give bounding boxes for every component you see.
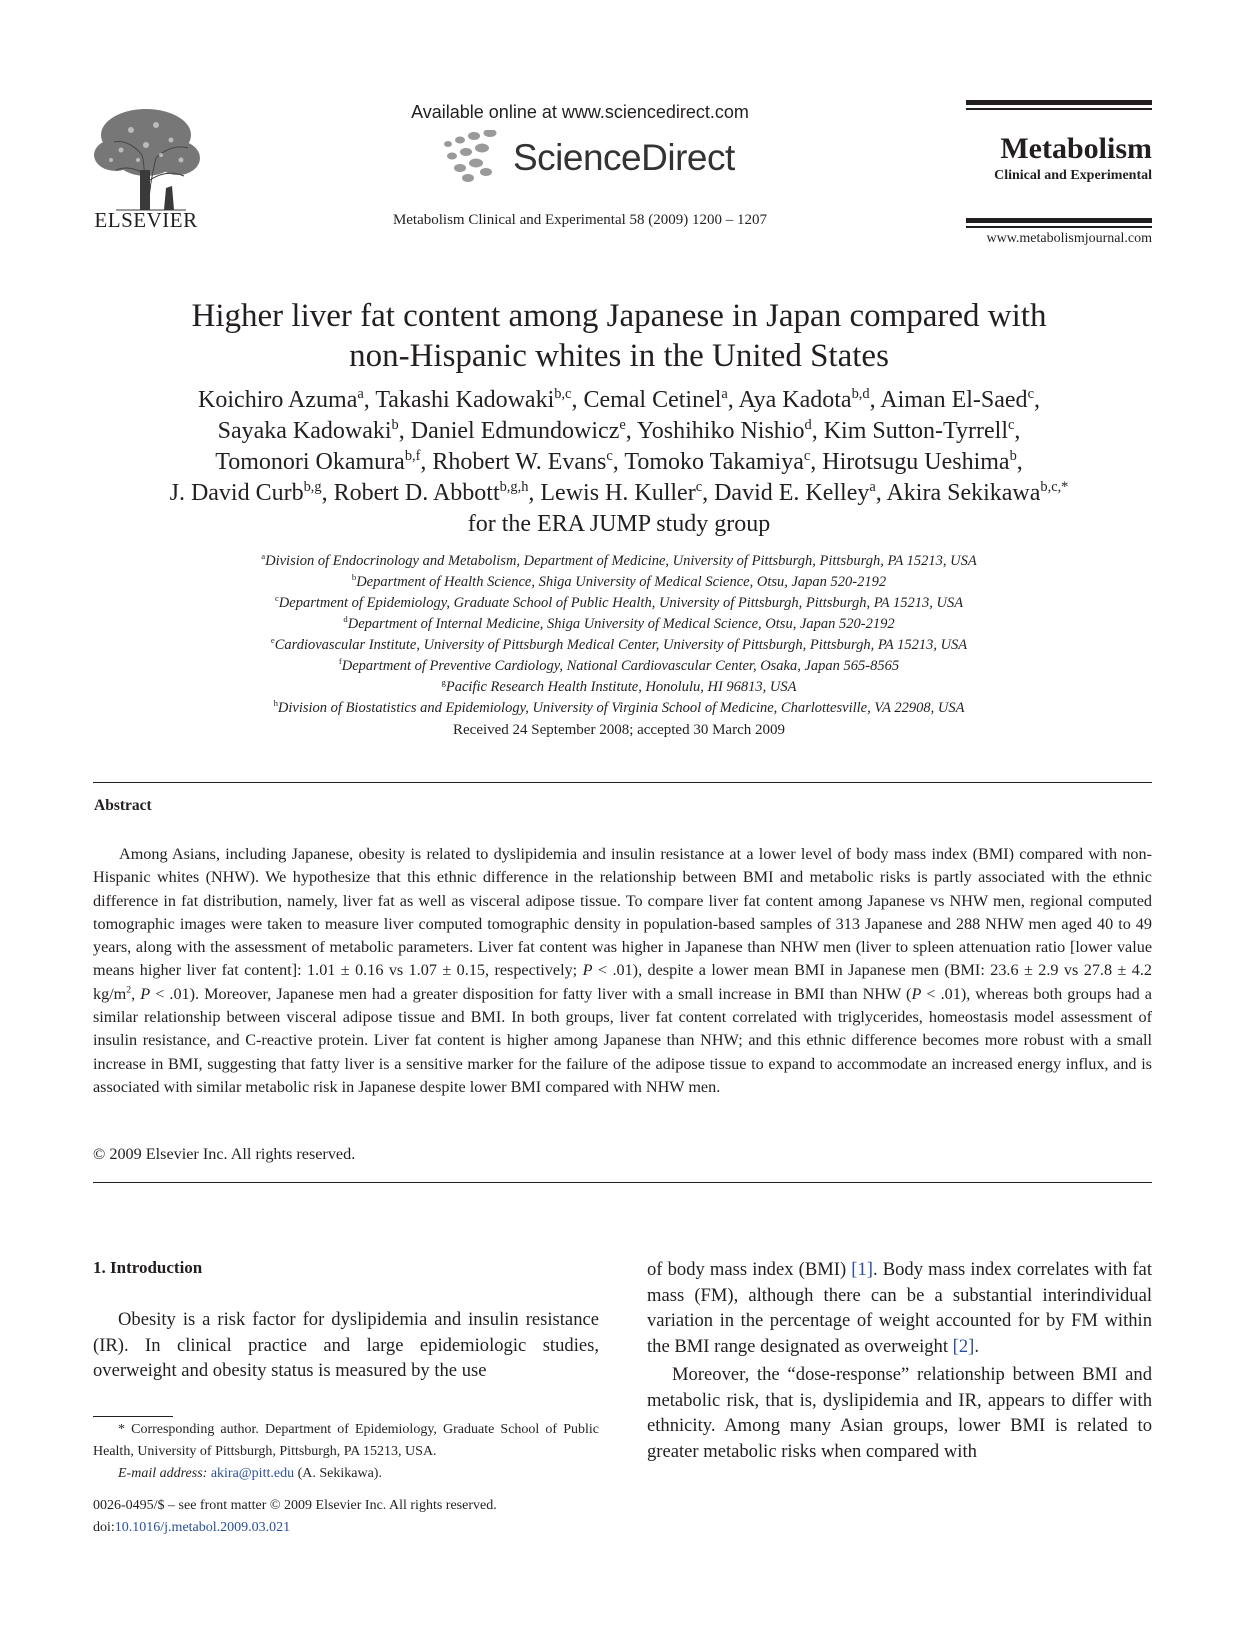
author-line: Tomonori Okamura$^{b,f}$, Rhobert W. Evans$^c$, Tomoko Takamiya$^c$, Hirotsugu Ueshima$^b$, — [215, 448, 1023, 475]
affiliation-key: f — [338, 656, 342, 667]
journal-reference: Metabolism Clinical and Experimental 58 (2009) 1200 – 1207 — [392, 212, 768, 228]
author-lines — [80, 385, 1158, 509]
author-affiliation-marker: c — [1027, 386, 1034, 402]
author-name[interactable]: Koichiro Azuma — [198, 387, 358, 413]
affiliation-item — [80, 677, 1158, 698]
author-affiliation-marker: b,c,* — [1040, 479, 1069, 495]
affiliation-text: Department of Health Science, Shiga University of Medical Science, Otsu, Japan 520-2192 — [356, 574, 887, 590]
affiliation-text: Department of Internal Medicine, Shiga University of Medical Science, Otsu, Japan 520-2192 — [347, 616, 895, 632]
author-name[interactable]: Robert D. Abbott — [333, 480, 500, 506]
author-affiliation-marker: b,f — [404, 448, 421, 464]
author-name[interactable]: Akira Sekikawa — [886, 480, 1041, 506]
journal-url-link[interactable]: www.metabolismjournal.com — [986, 231, 1152, 246]
affiliation-key: d — [343, 614, 348, 625]
journal-bottom-bar — [966, 218, 1152, 223]
author-name[interactable]: Aya Kadota — [738, 387, 852, 413]
abstract-heading: Abstract — [94, 797, 152, 814]
email-link[interactable]: akira@pitt.edu — [210, 1466, 295, 1481]
study-group: for the ERA JUMP study group — [467, 511, 771, 537]
sciencedirect-wordmark: ScienceDirect — [513, 137, 735, 178]
affiliation-key: b — [351, 572, 357, 583]
author-affiliation-marker: c — [803, 448, 811, 464]
introduction-right-column — [647, 1257, 1152, 1464]
author-affiliation-marker: b — [1009, 448, 1017, 464]
affiliation-item — [80, 614, 1158, 635]
received-dates: Received 24 September 2008; accepted 30 March 2009 — [453, 722, 785, 738]
footnote-rule — [93, 1416, 173, 1417]
doi-line: doi:10.1016/j.metabol.2009.03.021 — [93, 1520, 291, 1535]
affiliation-item — [80, 551, 1158, 572]
author-affiliation-marker: c — [695, 479, 703, 495]
affiliation-item — [80, 635, 1158, 656]
author-list — [80, 385, 1158, 540]
author-name[interactable]: Hirotsugu Ueshima — [822, 449, 1010, 475]
affiliation-list — [80, 551, 1158, 719]
journal-top-bar-thin — [966, 108, 1152, 110]
introduction-paragraph-continued: of body mass index (BMI) [1]. Body mass index correlates with fat mass (FM), although there can be a substantial interindividual variation in the percentage of weight accounted for by FM within the BMI range designated as overweight [2]. — [647, 1259, 1152, 1357]
author-line: Sayaka Kadowaki$^b$, Daniel Edmundowicz$^e$, Yoshihiko Nishio$^d$, Kim Sutton-Tyrrell$^c$, — [217, 417, 1021, 444]
front-matter-notice: 0026-0495/$ – see front matter © 2009 Elsevier Inc. All rights reserved. — [93, 1498, 497, 1513]
author-affiliation-marker: a — [357, 386, 364, 402]
affiliation-text: Pacific Research Health Institute, Honolulu, HI 96813, USA — [445, 679, 797, 695]
author-affiliation-marker: e — [619, 417, 626, 433]
author-name[interactable]: Cemal Cetinel — [583, 387, 722, 413]
author-name[interactable]: David E. Kelley — [714, 480, 870, 506]
affiliation-text: Department of Epidemiology, Graduate School of Public Health, University of Pittsburgh, Pittsburgh, PA 15213, USA — [278, 595, 964, 611]
publisher-name: ELSEVIER — [94, 208, 198, 232]
author-line: Koichiro Azuma$^a$, Takashi Kadowaki$^{b,c}$, Cemal Cetinel$^a$, Aya Kadota$^{b,d}$, Aiman El-Saed$^c$, — [198, 386, 1040, 413]
affiliation-text: Division of Endocrinology and Metabolism, Department of Medicine, University of Pittsburgh, Pittsburgh, PA 15213, USA — [265, 553, 977, 569]
abstract-text: Among Asians, including Japanese, obesity is related to dyslipidemia and insulin resistance at a lower level of body mass index (BMI) compared with non-Hispanic whites (NHW). We hypothesize that this ethnic difference in the relationship between BMI and metabolic risks is partly associated with the ethnic difference in fat distribution, namely, liver fat as well as visceral adipose tissue. To compare liver fat content among Japanese vs NHW men, regional computed tomographic images were taken to measure liver computed tomographic density in population-based samples of 313 Japanese and 288 NHW men aged 40 to 49 years, along with the assessment of metabolic parameters. Liver fat content was higher in Japanese than NHW men (liver to spleen attenuation ratio [lower value means higher liver fat content]: 1.01 ± 0.16 vs 1.07 ± 0.15, respectively; P < .01), despite a lower mean BMI in Japanese men (BMI: 23.6 ± 2.9 vs 27.8 ± 4.2 $kg/m^2$, P < .01). Moreover, Japanese men had a greater disposition for fatty liver with a small increase in BMI than NHW (P < .01), whereas both groups had a similar relationship between visceral adipose tissue and BMI. In both groups, liver fat content correlated with triglycerides, homeostasis model assessment of insulin resistance, and C-reactive protein. Liver fat content is higher among Japanese than NHW; and this ethnic difference becomes more robust with a small increase in BMI, suggesting that fatty liver is a sensitive marker for the failure of the adipose tissue to expand to accommodate an increased energy influx, and is associated with similar metabolic risk in Japanese despite lower BMI compared with NHW men. — [93, 845, 1153, 1096]
author-name[interactable]: Tomoko Takamiya — [624, 449, 804, 475]
article-title — [80, 296, 1158, 376]
introduction-left-paragraph: Obesity is a risk factor for dyslipidemia and insulin resistance (IR). In clinical practice and large epidemiologic studies, overweight and obesity status is measured by the use — [93, 1309, 599, 1381]
affiliation-item — [80, 593, 1158, 614]
affiliation-key: c — [274, 593, 279, 604]
affiliation-text: Cardiovascular Institute, University of Pittsburgh Medical Center, University of Pittsburgh, Pittsburgh, PA 15213, USA — [274, 637, 968, 653]
journal-title: Metabolism — [1000, 132, 1152, 165]
affiliation-key: e — [270, 635, 275, 646]
journal-top-bar — [966, 100, 1152, 105]
affiliation-item — [80, 698, 1158, 719]
author-name[interactable]: Sayaka Kadowaki — [217, 418, 392, 444]
corresponding-author-footnote: * Corresponding author. Department of Epidemiology, Graduate School of Public Health, University of Pittsburgh, Pittsburgh, PA 15213, USA. E-mail address: akira@pitt.edu (A. Sekikawa). — [93, 1422, 599, 1481]
author-name[interactable]: Rhobert W. Evans — [432, 449, 607, 475]
author-affiliation-marker: a — [721, 386, 728, 402]
author-name[interactable]: Aiman El-Saed — [880, 387, 1028, 413]
author-name[interactable]: J. David Curb — [169, 480, 304, 506]
abstract-top-rule — [93, 782, 1152, 783]
author-name[interactable]: Yoshihiko Nishio — [636, 418, 805, 444]
affiliation-key: h — [273, 698, 278, 709]
introduction-heading: 1. Introduction — [93, 1258, 203, 1277]
affiliation-text: Division of Biostatistics and Epidemiology, University of Virginia School of Medicine, Charlottesville, VA 22908, USA — [277, 700, 965, 716]
journal-subtitle: Clinical and Experimental — [994, 168, 1152, 183]
affiliation-key: a — [261, 551, 266, 562]
author-name[interactable]: Tomonori Okamura — [215, 449, 405, 475]
affiliation-item — [80, 656, 1158, 677]
article-title-line-1: Higher liver fat content among Japanese in Japan compared with — [191, 298, 1047, 334]
citation-link-1[interactable]: [1] — [851, 1259, 873, 1280]
citation-link-2[interactable]: [2] — [952, 1335, 975, 1357]
author-affiliation-marker: c — [1008, 417, 1015, 433]
doi-link[interactable]: 10.1016/j.metabol.2009.03.021 — [114, 1520, 291, 1535]
author-affiliation-marker: b — [391, 417, 399, 433]
available-online-text[interactable]: Available online at www.sciencedirect.com — [411, 102, 749, 122]
journal-bottom-bar-thin — [966, 226, 1152, 228]
affiliation-item — [80, 572, 1158, 593]
author-name[interactable]: Lewis H. Kuller — [540, 480, 696, 506]
author-affiliation-marker: d — [804, 417, 812, 433]
author-affiliation-marker: a — [869, 479, 876, 495]
introduction-paragraph-2: Moreover, the “dose-response” relationship between BMI and metabolic risk, that is, dyslipidemia and IR, appears to differ with ethnicity. Among many Asian groups, lower BMI is related to greater metabolic risks when compared with — [647, 1364, 1152, 1462]
author-affiliation-marker: b,g,h — [499, 479, 529, 495]
author-name[interactable]: Takashi Kadowaki — [375, 387, 555, 413]
author-affiliation-marker: b,g — [303, 479, 322, 495]
author-affiliation-marker: b,c — [554, 386, 572, 402]
author-name[interactable]: Kim Sutton-Tyrrell — [823, 418, 1008, 444]
author-affiliation-marker: c — [606, 448, 613, 464]
author-line: J. David Curb$^{b,g}$, Robert D. Abbott$^{b,g,h}$, Lewis H. Kuller$^c$, David E. Kelley$^a$, Akira Sekikawa$^{b,c,*}$ — [169, 479, 1069, 506]
affiliation-key: g — [441, 677, 446, 688]
author-name[interactable]: Daniel Edmundowicz — [410, 418, 620, 444]
abstract-copyright: © 2009 Elsevier Inc. All rights reserved. — [93, 1145, 356, 1163]
abstract-bottom-rule — [93, 1182, 1152, 1183]
affiliation-text: Department of Preventive Cardiology, National Cardiovascular Center, Osaka, Japan 565-8565 — [341, 658, 900, 674]
article-title-line-2: non-Hispanic whites in the United States — [349, 338, 889, 374]
author-affiliation-marker: b,d — [851, 386, 870, 402]
